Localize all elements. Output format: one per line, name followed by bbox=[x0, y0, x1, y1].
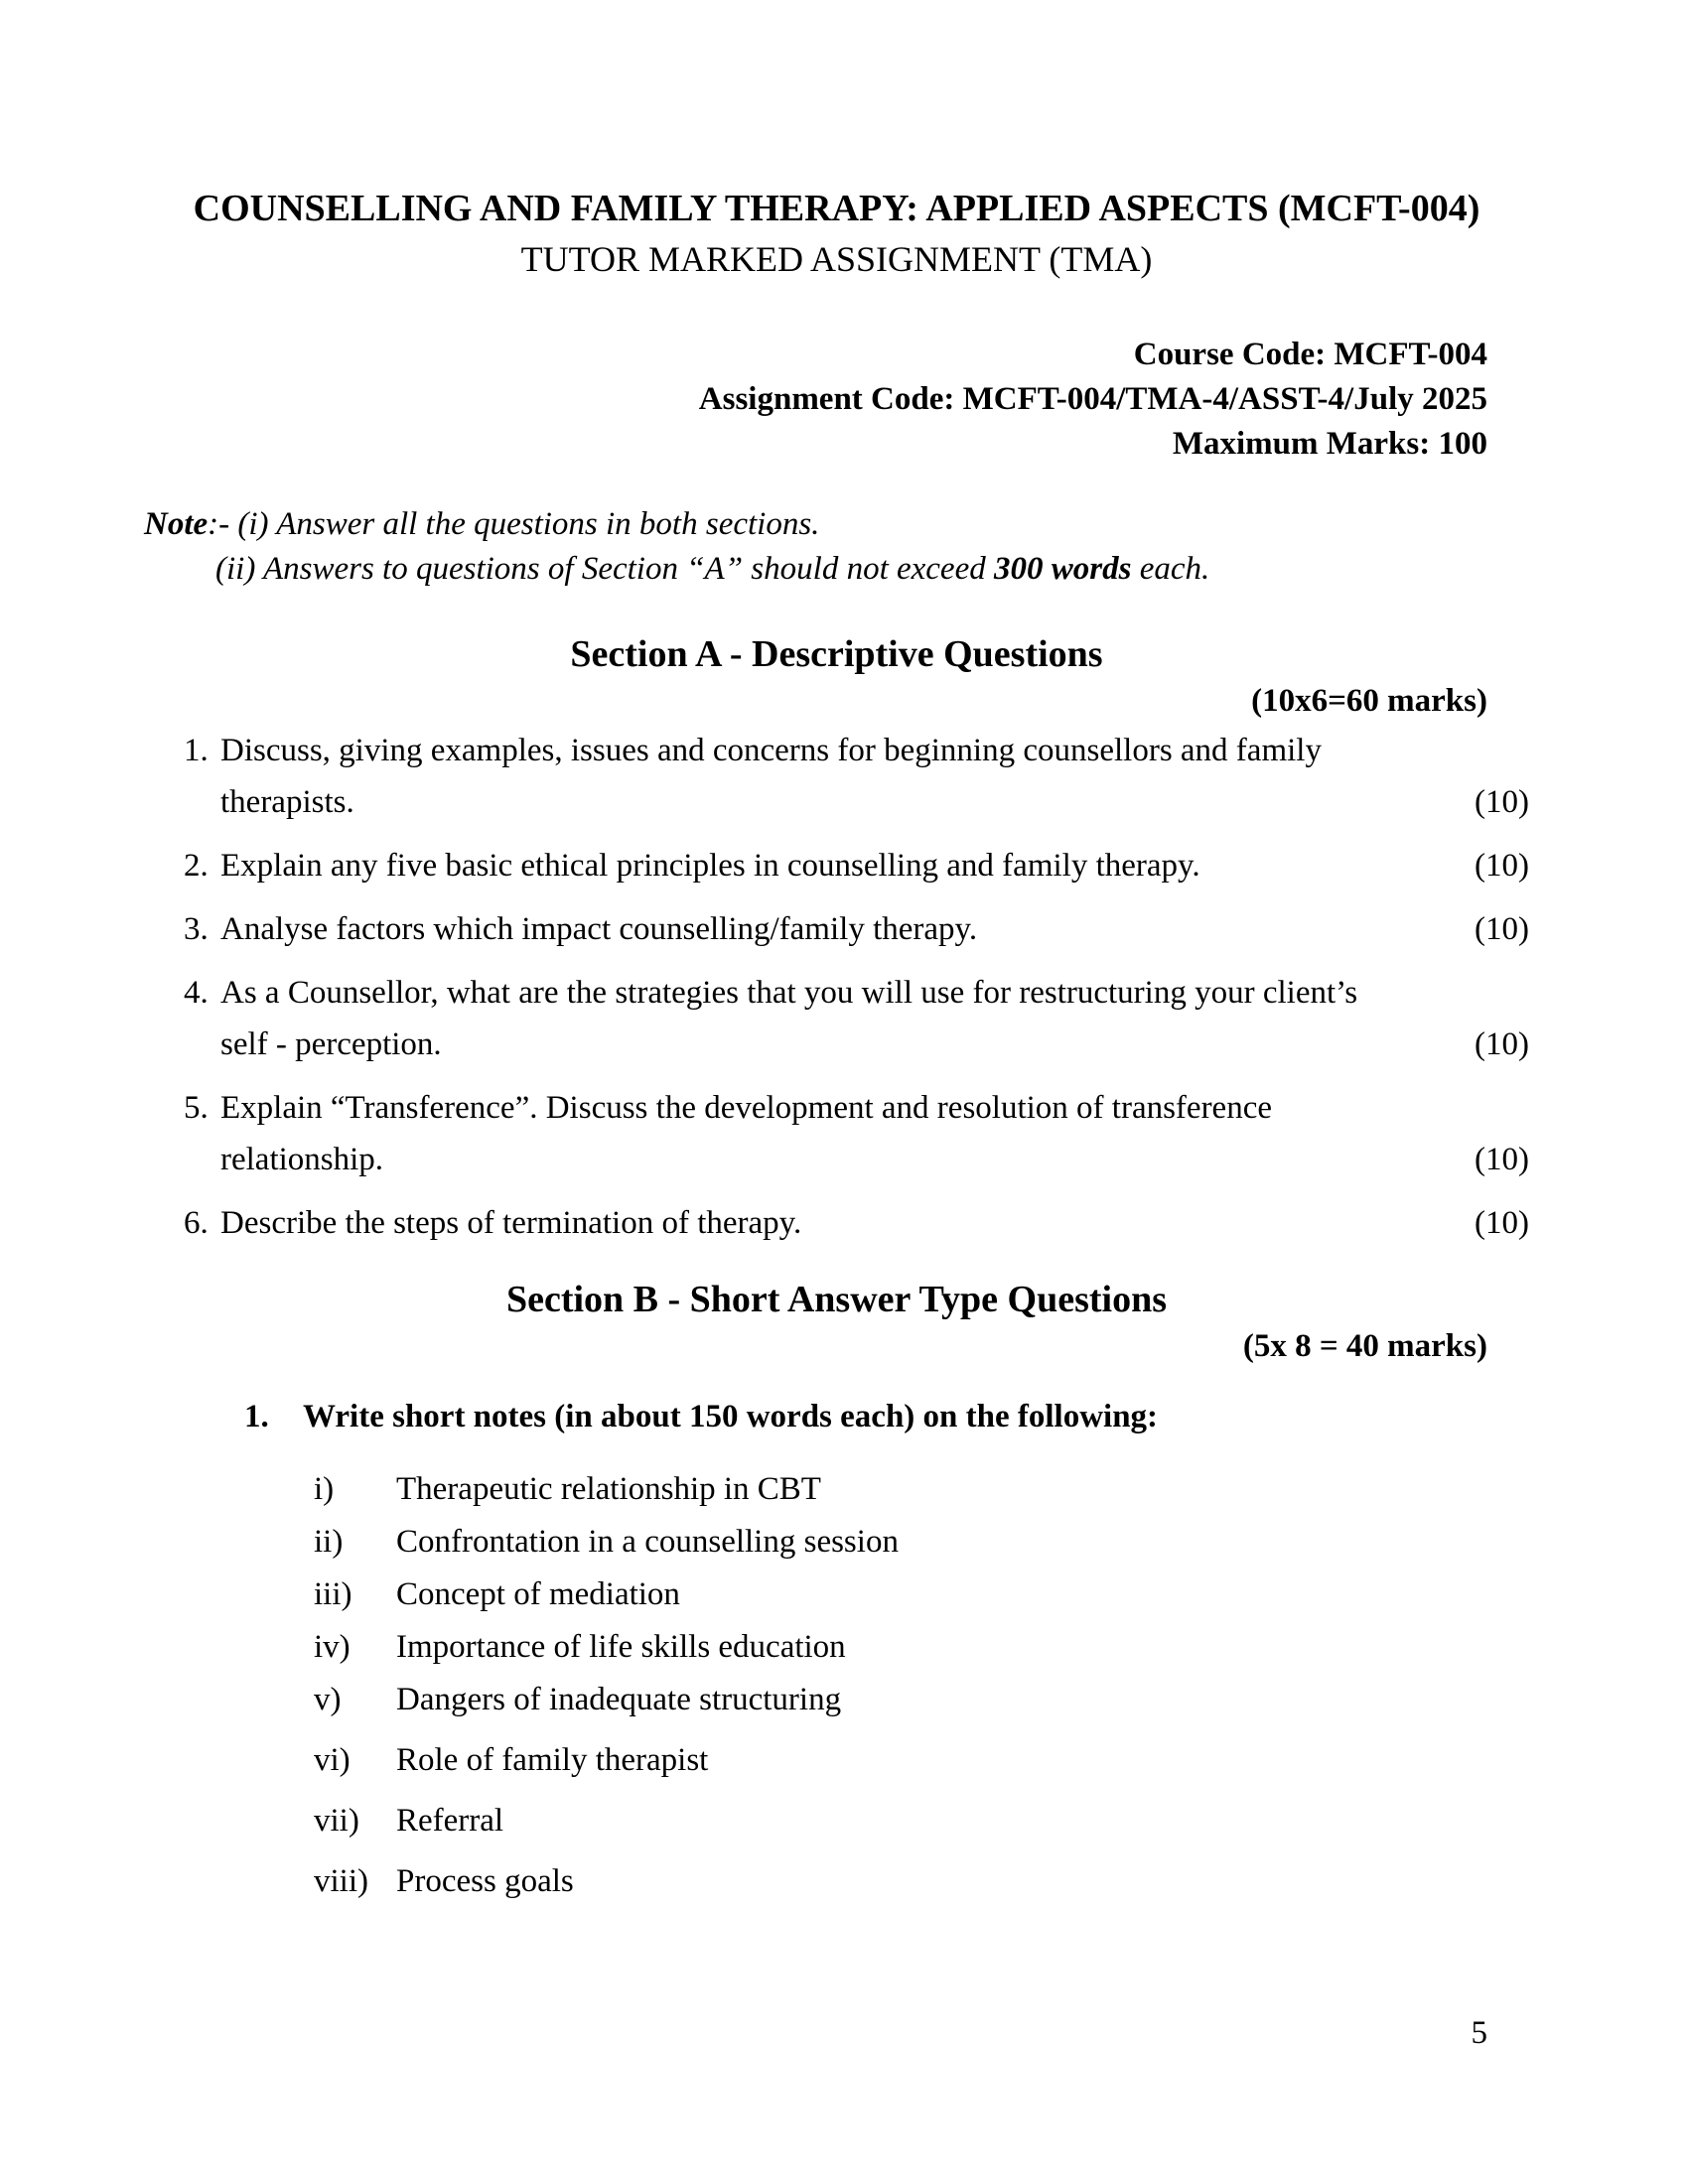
list-item-i-text: Therapeutic relationship in CBT bbox=[396, 1470, 821, 1507]
list-item-vi-text: Role of family therapist bbox=[396, 1741, 709, 1778]
note-instruction-2-start: (ii) Answers to questions of Section “A” should not exceed bbox=[215, 550, 994, 587]
question-5-line-1 bbox=[184, 1082, 1529, 1134]
question-1-line-2 bbox=[184, 776, 1529, 828]
note-line-2 bbox=[144, 547, 1529, 592]
question-5-number: 5. bbox=[184, 1089, 209, 1126]
question-4-line-1 bbox=[184, 967, 1529, 1019]
list-item-v-text: Dangers of inadequate structuring bbox=[396, 1681, 842, 1717]
list-item-v bbox=[314, 1674, 1529, 1726]
question-5-text-continued: relationship. bbox=[220, 1141, 384, 1177]
section-b-question-1-number: 1. bbox=[244, 1398, 269, 1434]
list-item-ii-text: Confrontation in a counselling session bbox=[396, 1523, 899, 1560]
section-b-heading: Section B - Short Answer Type Questions bbox=[505, 1278, 1168, 1320]
section-b-question-1 bbox=[144, 1394, 1529, 1439]
question-2 bbox=[144, 840, 1529, 891]
question-6 bbox=[144, 1197, 1529, 1249]
question-4-line-2 bbox=[184, 1019, 1529, 1070]
list-item-iv bbox=[314, 1621, 1529, 1674]
list-item-ii bbox=[314, 1516, 1529, 1569]
question-3-marks: (10) bbox=[1475, 910, 1529, 947]
question-4 bbox=[144, 967, 1529, 1070]
list-item-vii-numeral: vii) bbox=[314, 1802, 359, 1839]
list-item-vii-text: Referral bbox=[396, 1802, 504, 1839]
question-2-text: Explain any five basic ethical principles in counselling and family therapy. bbox=[220, 847, 1200, 884]
document-subtitle: TUTOR MARKED ASSIGNMENT (TMA) bbox=[520, 238, 1153, 279]
question-2-line-1 bbox=[184, 840, 1529, 891]
question-4-text-continued: self - perception. bbox=[220, 1025, 442, 1062]
section-a-questions bbox=[144, 725, 1529, 1249]
section-a-heading: Section A - Descriptive Questions bbox=[570, 632, 1103, 675]
question-3 bbox=[144, 903, 1529, 955]
question-3-line-1 bbox=[184, 903, 1529, 955]
assignment-meta bbox=[144, 333, 1529, 467]
document-title: COUNSELLING AND FAMILY THERAPY: APPLIED ASPECTS (MCFT-004) bbox=[193, 188, 1480, 229]
question-1-text: Discuss, giving examples, issues and concerns for beginning counsellors and family bbox=[220, 732, 1322, 768]
question-1-marks: (10) bbox=[1475, 783, 1529, 820]
question-3-number: 3. bbox=[184, 910, 209, 947]
question-1-text-continued: therapists. bbox=[220, 783, 354, 820]
assignment-code: Assignment Code: MCFT-004/TMA-4/ASST-4/July 2025 bbox=[698, 380, 1487, 417]
list-item-iii-text: Concept of mediation bbox=[396, 1575, 680, 1612]
question-5-marks: (10) bbox=[1475, 1141, 1529, 1177]
question-2-marks: (10) bbox=[1475, 847, 1529, 884]
short-notes-list bbox=[144, 1463, 1529, 1908]
question-6-line-1 bbox=[184, 1197, 1529, 1249]
list-item-ii-numeral: ii) bbox=[314, 1523, 344, 1560]
list-item-v-numeral: v) bbox=[314, 1681, 342, 1717]
note-separator: :- bbox=[208, 505, 238, 542]
question-1-line-1 bbox=[184, 725, 1529, 776]
list-item-vii bbox=[314, 1795, 1529, 1847]
list-item-i-numeral: i) bbox=[314, 1470, 335, 1507]
question-5 bbox=[144, 1082, 1529, 1185]
question-5-line-2 bbox=[184, 1134, 1529, 1185]
section-a-marks-note: (10x6=60 marks) bbox=[1251, 682, 1487, 719]
question-6-text: Describe the steps of termination of therapy. bbox=[220, 1204, 802, 1241]
question-1-number: 1. bbox=[184, 732, 209, 768]
section-b-question-1-text: Write short notes (in about 150 words each) on the following: bbox=[303, 1398, 1159, 1434]
list-item-viii bbox=[314, 1855, 1529, 1908]
question-3-text: Analyse factors which impact counselling/family therapy. bbox=[220, 910, 978, 947]
note-line-1 bbox=[144, 502, 1529, 547]
list-item-vi-numeral: vi) bbox=[314, 1741, 351, 1778]
list-item-iv-numeral: iv) bbox=[314, 1628, 351, 1665]
list-item-i bbox=[314, 1463, 1529, 1516]
list-item-viii-text: Process goals bbox=[396, 1862, 574, 1899]
question-6-marks: (10) bbox=[1475, 1204, 1529, 1241]
note-label: Note bbox=[144, 505, 209, 542]
question-4-text: As a Counsellor, what are the strategies that you will use for restructuring your client’s bbox=[220, 974, 1358, 1011]
question-2-number: 2. bbox=[184, 847, 209, 884]
note-block bbox=[144, 502, 1529, 592]
maximum-marks: Maximum Marks: 100 bbox=[1172, 425, 1487, 462]
list-item-vi bbox=[314, 1734, 1529, 1787]
page-number: 5 bbox=[1471, 2015, 1487, 2051]
note-instruction-1: (i) Answer all the questions in both sections. bbox=[237, 505, 820, 542]
course-code: Course Code: MCFT-004 bbox=[1133, 336, 1487, 372]
question-6-number: 6. bbox=[184, 1204, 209, 1241]
question-4-number: 4. bbox=[184, 974, 209, 1011]
list-item-viii-numeral: viii) bbox=[314, 1862, 368, 1899]
question-4-marks: (10) bbox=[1475, 1025, 1529, 1062]
list-item-iv-text: Importance of life skills education bbox=[396, 1628, 846, 1665]
list-item-iii-numeral: iii) bbox=[314, 1575, 352, 1612]
list-item-iii bbox=[314, 1569, 1529, 1621]
section-b-marks-note: (5x 8 = 40 marks) bbox=[1242, 1327, 1487, 1364]
question-1 bbox=[144, 725, 1529, 828]
note-instruction-2-emphasis: 300 words bbox=[993, 550, 1132, 587]
note-instruction-2-end: each. bbox=[1131, 550, 1210, 587]
question-5-text: Explain “Transference”. Discuss the development and resolution of transference bbox=[220, 1089, 1272, 1126]
